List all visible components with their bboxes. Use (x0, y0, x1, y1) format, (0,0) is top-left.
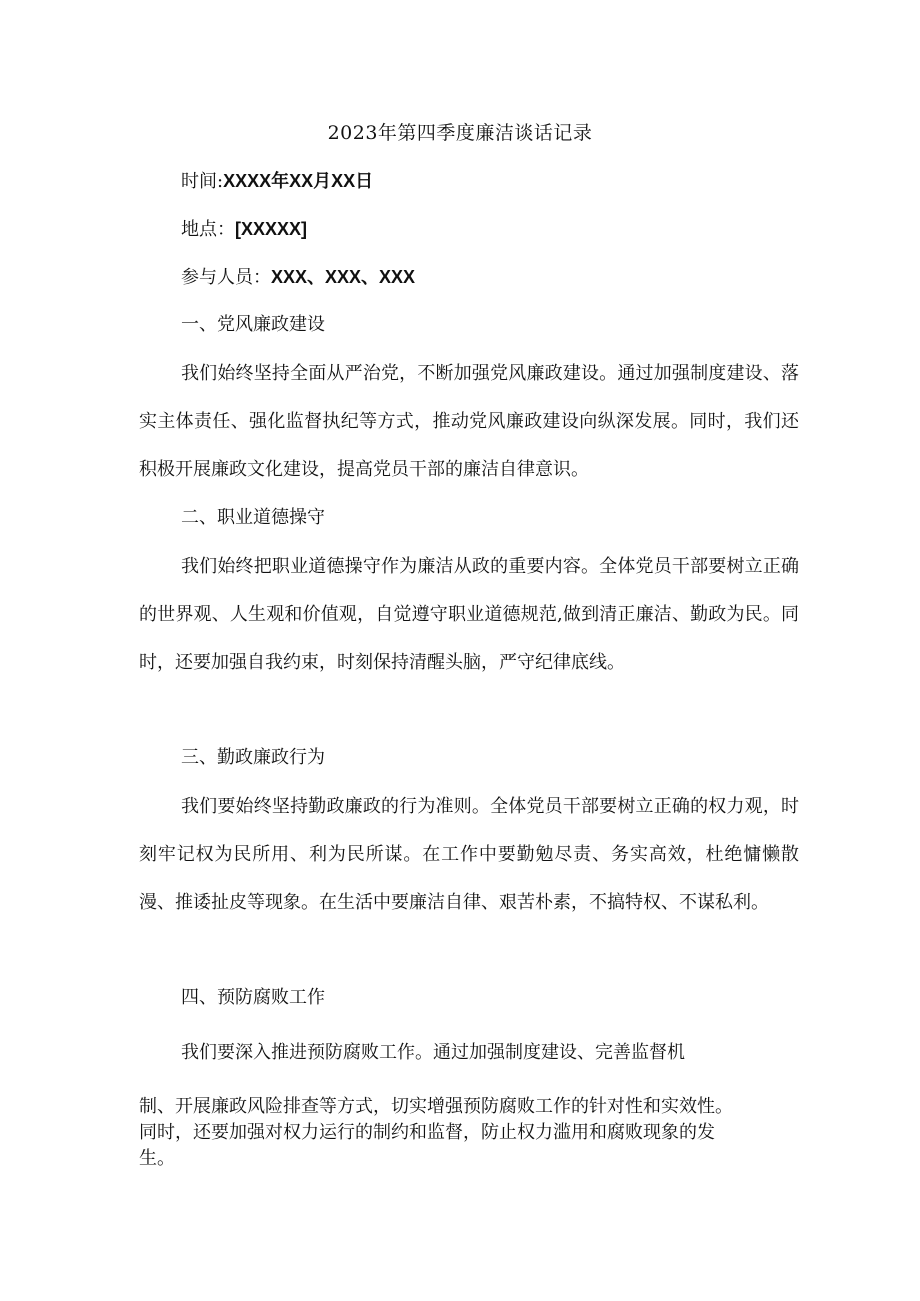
meta-participants (181, 265, 415, 290)
section-body: 我们要始终坚持勤政廉政的行为准则。全体党员干部要树立正确的权力观，时刻牢记权为民所用、利为民所谋。在工作中要勤勉尽责、务实高效，杜绝慵懒散漫、推诿扯皮等现象。在生活中要廉洁自律、艰苦朴素，不搞特权、不谋私利。 (139, 796, 799, 913)
participants-label: 参与人员： (181, 267, 271, 288)
section-body-line: 我们要深入推进预防腐败工作。通过加强制度建设、完善监督机 (181, 1042, 685, 1063)
section-heading: 一、党风廉政建设 (181, 314, 325, 335)
document-title: 2023年第四季度廉洁谈话记录 (327, 122, 593, 144)
meta-place (181, 217, 307, 242)
meta-time (181, 169, 373, 194)
time-value: XXXX年XX月XX日 (223, 171, 374, 191)
section-heading: 四、预防腐败工作 (181, 987, 325, 1008)
section-body-line: 同时，还要加强对权力运行的制约和监督，防止权力滥用和腐败现象的发 (139, 1122, 715, 1143)
section-body: 我们始终坚持全面从严治党，不断加强党风廉政建设。通过加强制度建设、落实主体责任、强化监督执纪等方式，推动党风廉政建设向纵深发展。同时，我们还积极开展廉政文化建设，提高党员干部的廉洁自律意识。 (139, 363, 799, 480)
section-body-line: 制、开展廉政风险排查等方式，切实增强预防腐败工作的针对性和实效性。 (139, 1096, 733, 1117)
place-label: 地点： (181, 219, 235, 240)
place-value: [XXXXX] (235, 219, 308, 239)
section-heading: 三、勤政廉政行为 (181, 747, 325, 768)
section-body: 我们始终把职业道德操守作为廉洁从政的重要内容。全体党员干部要树立正确的世界观、人生观和价值观，自觉遵守职业道德规范,做到清正廉洁、勤政为民。同时，还要加强自我约束，时刻保持清醒头脑，严守纪律底线。 (139, 556, 799, 673)
section-body-line: 生。 (139, 1148, 175, 1169)
section-heading: 二、职业道德操守 (181, 507, 325, 528)
time-label: 时间: (181, 171, 224, 192)
participants-value: XXX、XXX、XXX (271, 267, 416, 287)
